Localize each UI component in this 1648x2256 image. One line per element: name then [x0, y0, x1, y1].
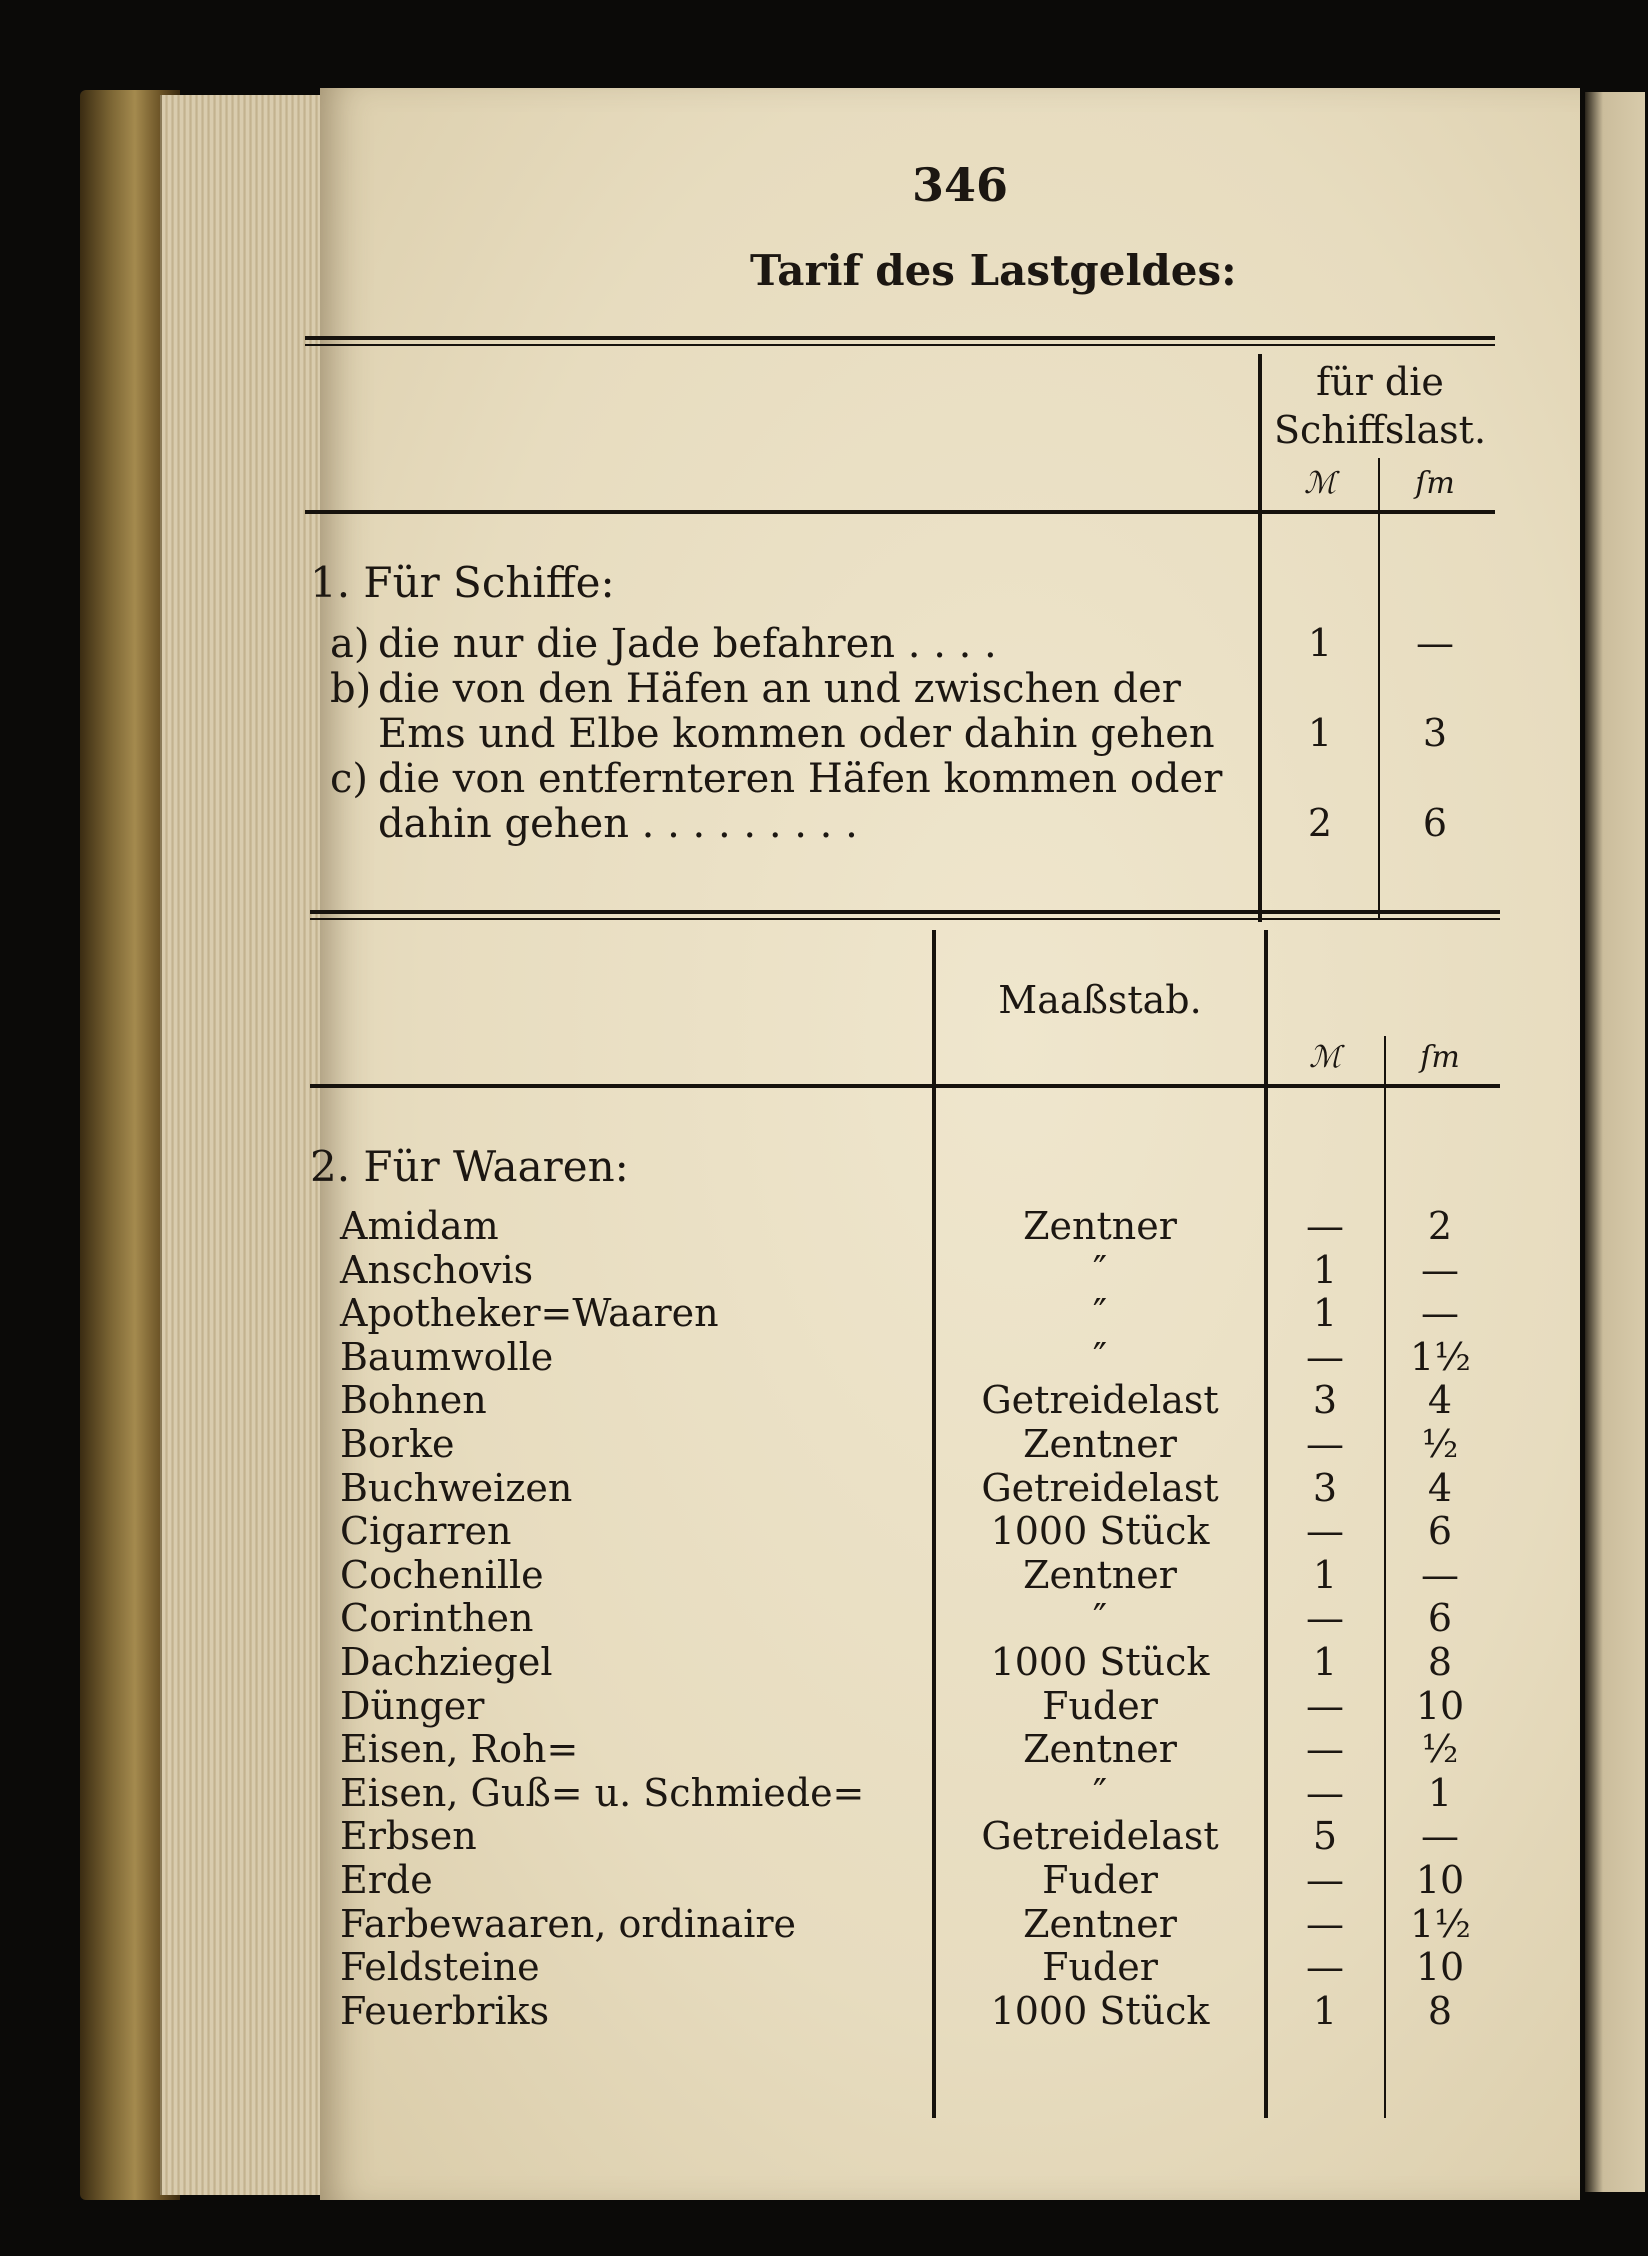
ships-row-b-text-2: Ems und Elbe kommen oder dahin gehen [378, 711, 1215, 757]
goods-row-measure: Zentner [1023, 1553, 1177, 1597]
goods-row-thaler: 1 [1312, 1640, 1338, 1684]
table1-header-line2: Schiffslast. [1273, 408, 1487, 452]
table2-measure-header: Maaßstab. [998, 978, 1202, 1022]
goods-row-grote: 4 [1427, 1466, 1453, 1510]
goods-row-thaler: — [1306, 1902, 1344, 1946]
goods-row-thaler: — [1306, 1596, 1344, 1640]
table2-unit-grote: ſm [1420, 1040, 1460, 1075]
ships-row-c-grote: 6 [1422, 801, 1448, 845]
goods-row-name: Anschovis [340, 1248, 534, 1292]
ships-row-b-text-1: die von den Häfen an und zwischen der [378, 666, 1181, 712]
goods-row-thaler: — [1306, 1727, 1344, 1771]
table2-header-rule [310, 1084, 1500, 1088]
goods-row-measure: Getreidelast [981, 1814, 1219, 1858]
table2-top-rule-thin [310, 918, 1500, 920]
page-stack-edges [160, 95, 322, 2195]
ships-row-a-label: a) [330, 621, 370, 667]
table2-unit-thaler: ℳ [1308, 1040, 1342, 1075]
goods-row-grote: ½ [1421, 1422, 1459, 1466]
goods-row-grote: 2 [1427, 1204, 1453, 1248]
goods-row-grote: 6 [1427, 1596, 1453, 1640]
goods-row-grote: 6 [1427, 1509, 1453, 1553]
goods-row-thaler: 3 [1312, 1466, 1338, 1510]
goods-row-name: Cigarren [340, 1509, 512, 1553]
goods-row-grote: 10 [1415, 1858, 1465, 1902]
table2-col-divider [1264, 930, 1268, 2118]
goods-row-measure: ″ [1092, 1248, 1108, 1292]
goods-row-name: Eisen, Guß= u. Schmiede= [340, 1771, 865, 1815]
goods-row-name: Erde [340, 1858, 433, 1902]
goods-row-measure: 1000 Stück [990, 1640, 1210, 1684]
table2-top-rule [310, 910, 1500, 914]
table1-unit-divider [1378, 458, 1380, 918]
goods-row-measure: Getreidelast [981, 1378, 1219, 1422]
goods-row-name: Borke [340, 1422, 455, 1466]
goods-row-grote: ½ [1421, 1727, 1459, 1771]
ships-row-b-label: b) [330, 666, 372, 712]
goods-row-name: Eisen, Roh= [340, 1727, 579, 1771]
goods-row-name: Apotheker=Waaren [340, 1291, 719, 1335]
goods-row-name: Erbsen [340, 1814, 477, 1858]
goods-row-measure: ″ [1092, 1335, 1108, 1379]
goods-row-name: Buchweizen [340, 1466, 573, 1510]
goods-row-measure: Zentner [1023, 1204, 1177, 1248]
goods-row-grote: — [1421, 1814, 1459, 1858]
goods-row-thaler: — [1306, 1509, 1344, 1553]
table1-unit-grote: ſm [1415, 466, 1455, 501]
ships-row-a-grote: — [1416, 621, 1454, 665]
goods-row-grote: 1 [1427, 1771, 1453, 1815]
ships-row-b-grote: 3 [1422, 711, 1448, 755]
goods-row-name: Farbewaaren, ordinaire [340, 1902, 796, 1946]
table1-top-rule-thin [305, 344, 1495, 346]
book-page [310, 88, 1580, 2200]
goods-row-name: Baumwolle [340, 1335, 554, 1379]
goods-row-thaler: — [1306, 1204, 1344, 1248]
table1-top-rule [305, 336, 1495, 340]
goods-row-grote: 8 [1427, 1989, 1453, 2033]
goods-row-grote: — [1421, 1248, 1459, 1292]
table1-unit-thaler: ℳ [1303, 466, 1337, 501]
goods-row-measure: Zentner [1023, 1902, 1177, 1946]
goods-row-thaler: 1 [1312, 1553, 1338, 1597]
goods-row-name: Dachziegel [340, 1640, 553, 1684]
goods-row-name: Cochenille [340, 1553, 544, 1597]
goods-row-name: Amidam [340, 1204, 499, 1248]
goods-row-measure: 1000 Stück [990, 1989, 1210, 2033]
goods-row-thaler: — [1306, 1945, 1344, 1989]
goods-row-thaler: — [1306, 1858, 1344, 1902]
ships-row-a-text: die nur die Jade befahren . . . . [378, 621, 997, 667]
goods-row-measure: ″ [1092, 1771, 1108, 1815]
table1-header-line1: für die [1316, 360, 1444, 404]
goods-row-grote: 8 [1427, 1640, 1453, 1684]
section-goods: 2. Für Waaren: [310, 1142, 629, 1191]
table2-measure-divider [932, 930, 936, 2118]
goods-row-measure: Getreidelast [981, 1466, 1219, 1510]
ships-row-c-label: c) [330, 756, 369, 802]
goods-row-thaler: 3 [1312, 1378, 1338, 1422]
goods-row-thaler: — [1306, 1771, 1344, 1815]
ships-row-c-text-1: die von entfernteren Häfen kommen oder [378, 756, 1223, 802]
goods-row-grote: 10 [1415, 1684, 1465, 1728]
goods-row-thaler: — [1306, 1335, 1344, 1379]
page-title: Tarif des Lastgeldes: [750, 246, 1237, 295]
goods-row-measure: Zentner [1023, 1422, 1177, 1466]
goods-row-thaler: — [1306, 1684, 1344, 1728]
ships-row-c-text-2: dahin gehen . . . . . . . . . [378, 801, 858, 847]
table1-header-rule [305, 510, 1495, 514]
goods-row-grote: 4 [1427, 1378, 1453, 1422]
goods-row-thaler: 1 [1312, 1989, 1338, 2033]
goods-row-name: Feuerbriks [340, 1989, 550, 2033]
ships-row-b-thaler: 1 [1307, 711, 1333, 755]
goods-row-measure: Fuder [1042, 1684, 1158, 1728]
goods-row-thaler: 1 [1312, 1291, 1338, 1335]
goods-row-name: Feldsteine [340, 1945, 540, 1989]
goods-row-grote: — [1421, 1553, 1459, 1597]
table2-unit-divider [1384, 1036, 1386, 2118]
goods-row-thaler: 1 [1312, 1248, 1338, 1292]
goods-row-thaler: 5 [1312, 1814, 1338, 1858]
goods-row-measure: Fuder [1042, 1945, 1158, 1989]
goods-row-name: Dünger [340, 1684, 485, 1728]
goods-row-grote: — [1421, 1291, 1459, 1335]
goods-row-grote: 10 [1415, 1945, 1465, 1989]
goods-row-name: Corinthen [340, 1596, 534, 1640]
table1-col-divider [1258, 354, 1262, 922]
goods-row-grote: 1½ [1410, 1902, 1472, 1946]
ships-row-c-thaler: 2 [1307, 801, 1333, 845]
goods-row-measure: Zentner [1023, 1727, 1177, 1771]
goods-row-measure: ″ [1092, 1291, 1108, 1335]
goods-row-measure: Fuder [1042, 1858, 1158, 1902]
goods-row-grote: 1½ [1410, 1335, 1472, 1379]
section-ships: 1. Für Schiffe: [310, 558, 615, 607]
goods-row-name: Bohnen [340, 1378, 487, 1422]
page-number: 346 [911, 158, 1009, 212]
goods-row-measure: ″ [1092, 1596, 1108, 1640]
goods-row-thaler: — [1306, 1422, 1344, 1466]
facing-page-edge [1585, 92, 1645, 2192]
ships-row-a-thaler: 1 [1307, 621, 1333, 665]
goods-row-measure: 1000 Stück [990, 1509, 1210, 1553]
